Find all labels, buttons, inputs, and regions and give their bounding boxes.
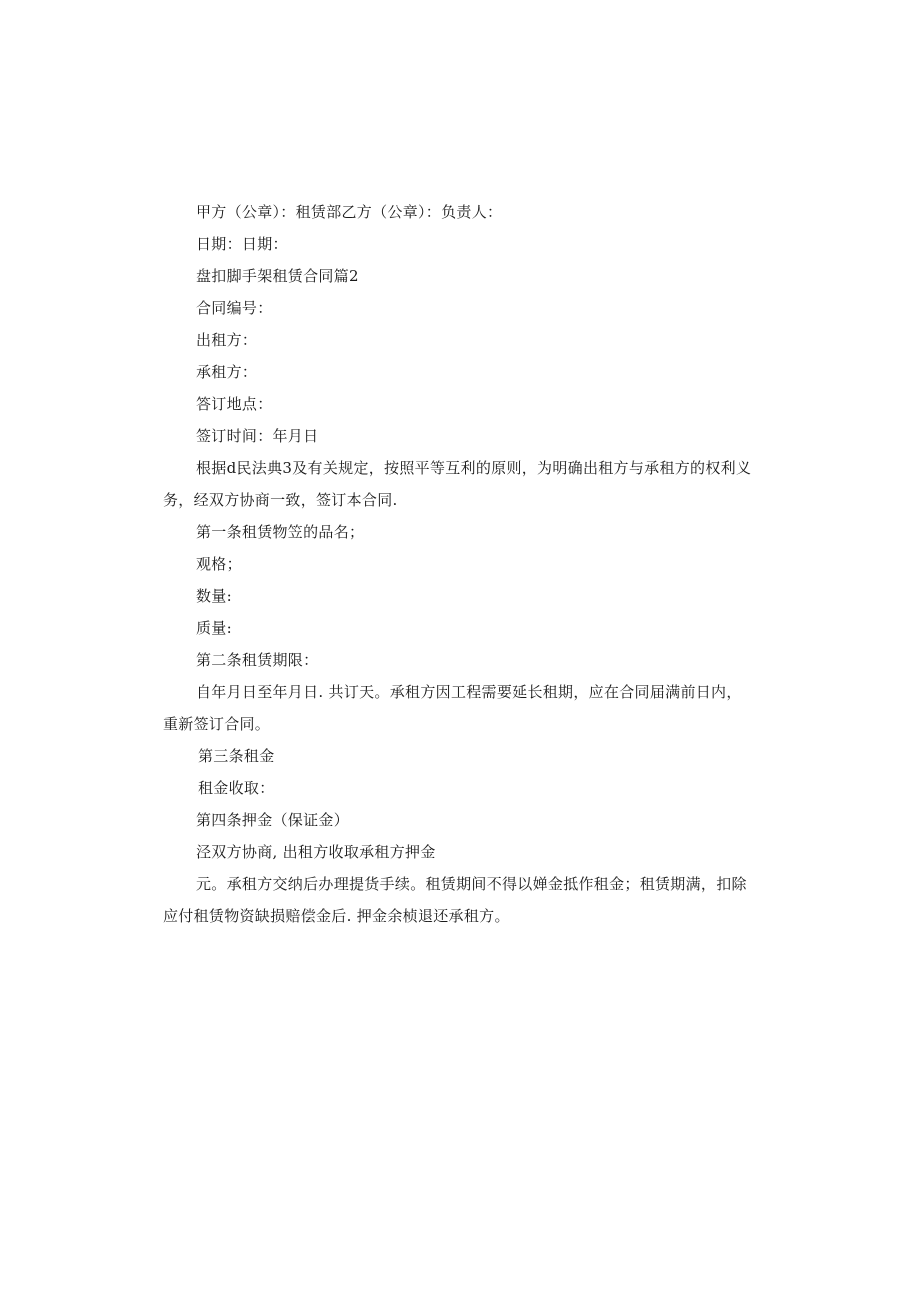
rent-collection-field: 租金收取： <box>198 779 275 797</box>
contract-number-field: 合同编号： <box>196 299 273 317</box>
lessee-field: 承租方： <box>196 363 258 381</box>
deposit-line-3: 应付租赁物资缺损赔偿金后. 押金余桢退还承租方。 <box>163 907 510 925</box>
article-1-heading: 第一条租赁物笠的品名； <box>196 523 365 541</box>
deposit-line-1: 泾双方协商, 出租方收取承租方押金 <box>196 843 436 861</box>
document-body <box>163 196 763 932</box>
date-line: 日期：日期： <box>196 235 288 253</box>
article-3-heading: 第三条租金 <box>198 747 275 765</box>
deposit-line-2: 元。承租方交纳后办理提货手续。租赁期间不得以婵金抵作租金；租赁期满，扣除 <box>196 875 747 893</box>
quality-field: 质量: <box>196 619 232 637</box>
preamble-line-1: 根据d民法典3及有关规定，按照平等互利的原则，为明确出租方与承租方的权利义 <box>196 459 752 477</box>
lessor-field: 出租方： <box>196 331 258 349</box>
preamble-line-2: 务，经双方协商一致，签订本合同. <box>163 491 398 509</box>
lease-term-line-2: 重新签订合同。 <box>163 715 271 733</box>
article-2-heading: 第二条租赁期限： <box>196 651 319 669</box>
signature-parties-line: 甲方（公章）：租赁部乙方（公章）：负责人： <box>196 203 503 221</box>
article-4-heading: 第四条押金（保证金） <box>196 811 350 829</box>
quantity-field: 数量: <box>196 587 232 605</box>
signing-place-field: 答订地点： <box>196 395 273 413</box>
lease-term-line-1: 自年月日至年月日. 共订天。承租方因工程需要延长租期，应在合同届满前日内， <box>196 683 742 701</box>
signing-time-field: 签订时间：年月日 <box>196 427 319 445</box>
specification-field: 观格； <box>196 555 242 573</box>
contract-title: 盘扣脚手架租赁合同篇2 <box>196 267 359 285</box>
